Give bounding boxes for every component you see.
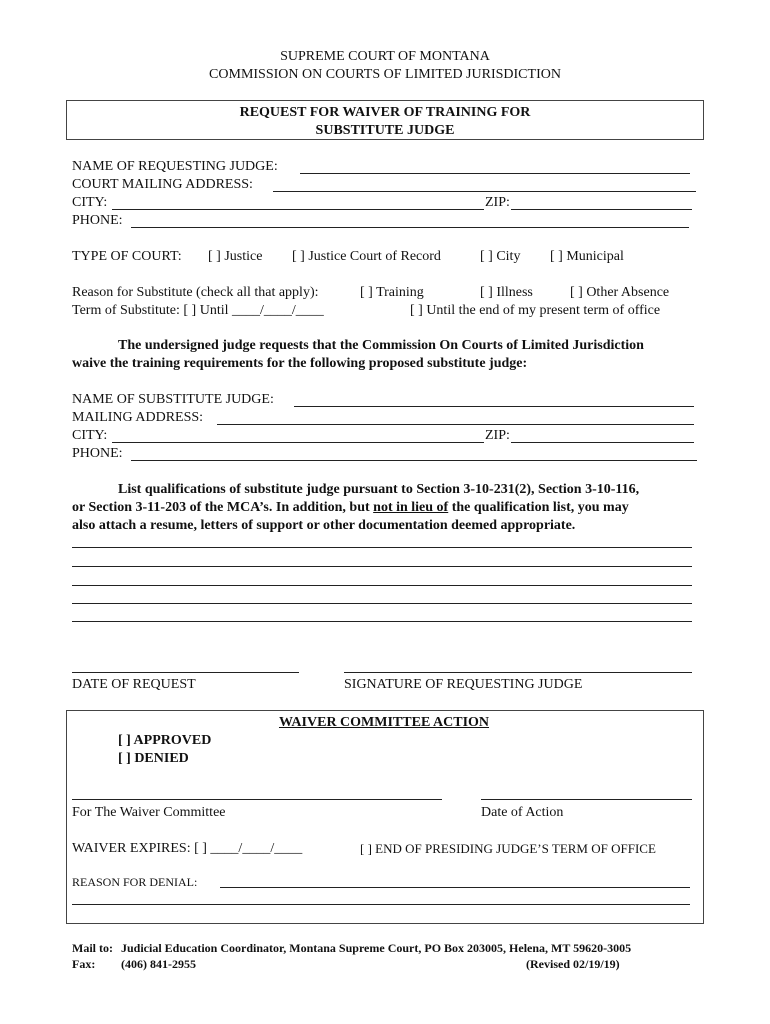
committee-signature-field[interactable] (72, 799, 442, 800)
requesting-phone-label: PHONE: (72, 213, 123, 228)
requesting-judge-signature-field[interactable] (344, 672, 692, 673)
waiver-expires-option[interactable]: WAIVER EXPIRES: [ ] ____/____/____ (72, 841, 303, 856)
substitute-mailing-address-field[interactable] (217, 424, 694, 425)
signature-label: SIGNATURE OF REQUESTING JUDGE (344, 677, 583, 692)
date-of-action-label: Date of Action (481, 805, 564, 820)
qualifications-emphasis: not in lieu of (373, 500, 449, 515)
revision-date: (Revised 02/19/19) (526, 957, 620, 971)
mail-to-address: Judicial Education Coordinator, Montana Supreme Court, PO Box 203005, Helena, MT 59620-3005 (121, 941, 632, 955)
qualifications-line1: List qualifications of substitute judge pursuant to Section 3-10-231(2), Section 3-10-116, (118, 482, 640, 497)
type-of-court-label: TYPE OF COURT: (72, 249, 182, 264)
intro-line1: The undersigned judge requests that the Commission On Courts of Limited Jurisdiction (118, 338, 644, 353)
term-until-option[interactable]: Term of Substitute: [ ] Until ____/____/____ (72, 303, 324, 318)
court-name: SUPREME COURT OF MONTANA (280, 49, 490, 64)
qualifications-line2-a: or Section 3-11-203 of the MCA’s. In addition, but (72, 500, 374, 515)
substitute-judge-name-label: NAME OF SUBSTITUTE JUDGE: (72, 392, 274, 407)
reason-option-training[interactable]: [ ] Training (360, 285, 424, 300)
qualifications-field-line-3[interactable] (72, 585, 692, 586)
qualifications-line2-b: the qualification list, you may (448, 500, 629, 515)
end-of-term-option[interactable]: [ ] END OF PRESIDING JUDGE’S TERM OF OFFICE (360, 841, 656, 856)
substitute-city-field[interactable] (112, 442, 484, 443)
committee-signature-label: For The Waiver Committee (72, 805, 226, 820)
qualifications-field-line-5[interactable] (72, 621, 692, 622)
reason-for-denial-field-line-1[interactable] (220, 887, 690, 888)
qualifications-field-line-2[interactable] (72, 566, 692, 567)
substitute-phone-label: PHONE: (72, 446, 123, 461)
court-mailing-address-field[interactable] (273, 191, 696, 192)
substitute-phone-field[interactable] (131, 460, 697, 461)
qualifications-field-line-4[interactable] (72, 603, 692, 604)
date-of-action-field[interactable] (481, 799, 692, 800)
requesting-zip-label: ZIP: (485, 195, 510, 210)
court-option-city[interactable]: [ ] City (480, 249, 521, 264)
form-title-line1: REQUEST FOR WAIVER OF TRAINING FOR (239, 105, 531, 120)
requesting-city-label: CITY: (72, 195, 108, 210)
reason-label: Reason for Substitute (check all that apply): (72, 285, 319, 300)
substitute-judge-name-field[interactable] (294, 406, 694, 407)
substitute-mailing-address-label: MAILING ADDRESS: (72, 410, 204, 425)
requesting-city-field[interactable] (112, 209, 484, 210)
reason-option-illness[interactable]: [ ] Illness (480, 285, 533, 300)
approved-option[interactable]: [ ] APPROVED (118, 733, 212, 748)
date-of-request-field[interactable] (72, 672, 299, 673)
requesting-zip-field[interactable] (511, 209, 692, 210)
form-title-line2: SUBSTITUTE JUDGE (315, 123, 455, 138)
reason-option-other[interactable]: [ ] Other Absence (570, 285, 670, 300)
fax-label: Fax: (72, 957, 96, 971)
denied-option[interactable]: [ ] DENIED (118, 751, 189, 766)
court-option-municipal[interactable]: [ ] Municipal (550, 249, 624, 264)
requesting-phone-field[interactable] (131, 227, 689, 228)
commission-name: COMMISSION ON COURTS OF LIMITED JURISDICTION (209, 67, 561, 82)
committee-title: WAIVER COMMITTEE ACTION (278, 715, 490, 730)
substitute-zip-label: ZIP: (485, 428, 510, 443)
reason-for-denial-label: REASON FOR DENIAL: (72, 875, 198, 889)
title-box (66, 100, 704, 140)
fax-number: (406) 841-2955 (121, 957, 196, 971)
substitute-city-label: CITY: (72, 428, 108, 443)
reason-for-denial-field-line-2[interactable] (72, 904, 690, 905)
date-of-request-label: DATE OF REQUEST (72, 677, 196, 692)
term-end-of-office-option[interactable]: [ ] Until the end of my present term of office (410, 303, 661, 318)
intro-line2: waive the training requirements for the following proposed substitute judge: (72, 356, 528, 371)
requesting-judge-name-label: NAME OF REQUESTING JUDGE: (72, 159, 278, 174)
substitute-zip-field[interactable] (511, 442, 694, 443)
requesting-judge-name-field[interactable] (300, 173, 690, 174)
court-option-justice-record[interactable]: [ ] Justice Court of Record (292, 249, 441, 264)
qualifications-field-line-1[interactable] (72, 547, 692, 548)
court-option-justice[interactable]: [ ] Justice (208, 249, 263, 264)
qualifications-line3: also attach a resume, letters of support or other documentation deemed appropriate. (72, 518, 576, 533)
qualifications-line2 (72, 499, 629, 517)
court-mailing-address-label: COURT MAILING ADDRESS: (72, 177, 253, 192)
mail-to-label: Mail to: (72, 941, 113, 955)
